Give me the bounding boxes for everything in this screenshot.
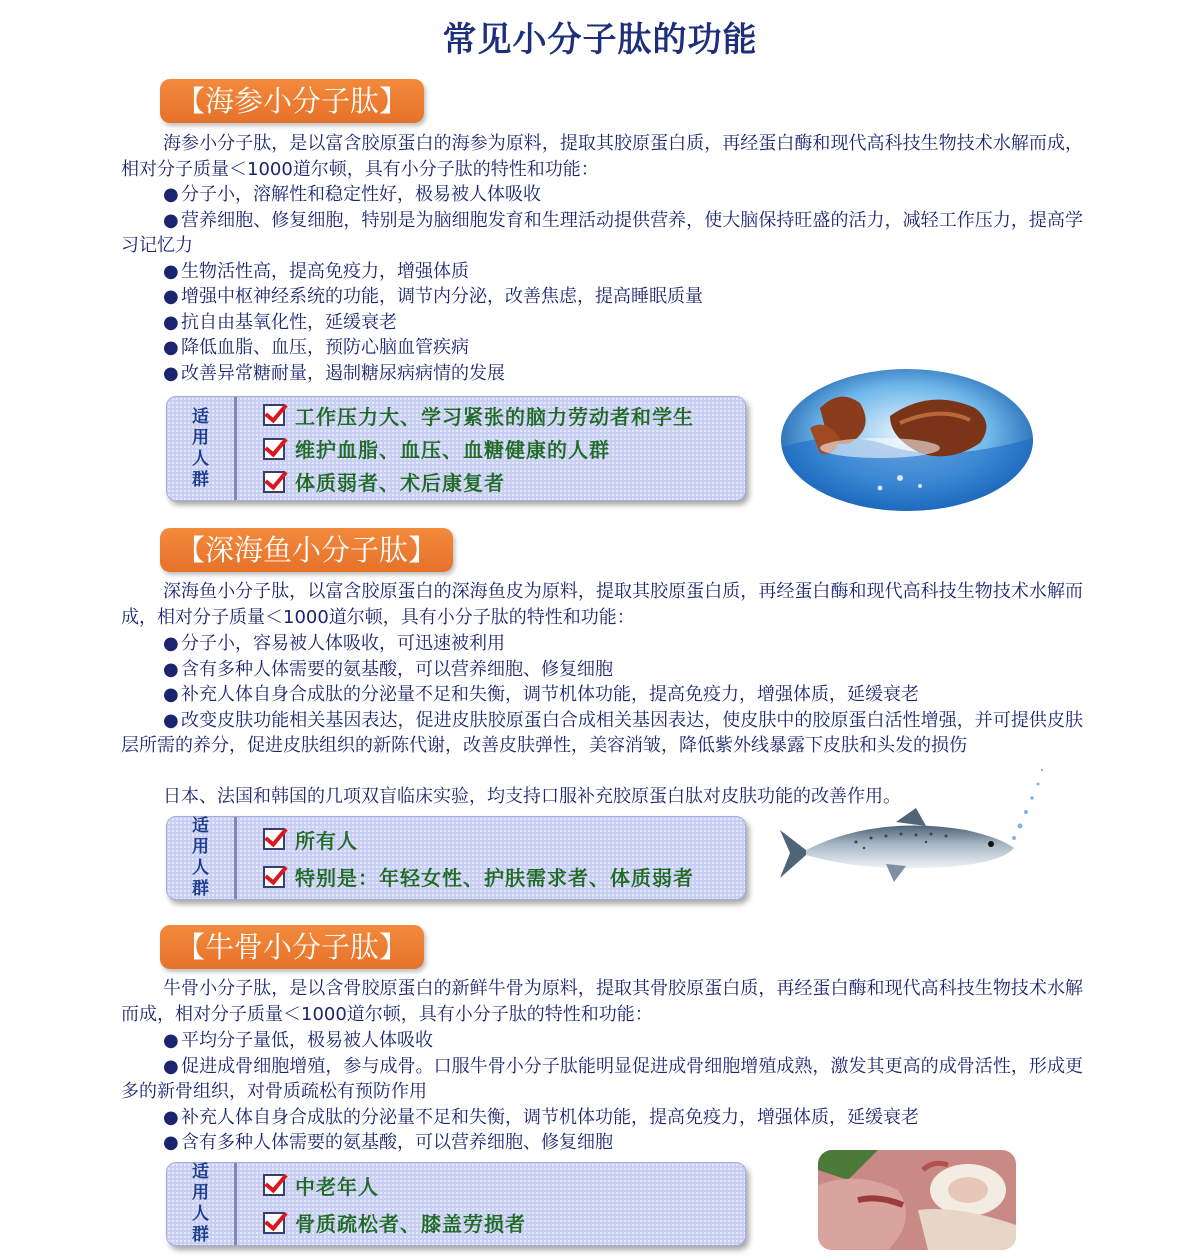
list-item: ● 补充人体自身合成肽的分泌量不足和失衡，调节机体功能，提高免疫力，增强体质，延缓衰老 — [121, 1105, 1083, 1131]
list-item: ● 补充人体自身合成肽的分泌量不足和失衡，调节机体功能，提高免疫力，增强体质，延缓衰老 — [121, 682, 1083, 708]
feature-list — [121, 631, 1083, 759]
suitable-item: 所有人 — [263, 824, 735, 854]
bullet-icon: ● — [163, 684, 179, 705]
checkbox-checked-icon — [263, 471, 285, 493]
list-item: ● 抗自由基氧化性，延缓衰老 — [121, 310, 1083, 336]
list-item: ● 含有多种人体需要的氨基酸，可以营养细胞、修复细胞 — [121, 657, 1083, 683]
checkbox-checked-icon — [263, 828, 285, 850]
suitable-item: 骨质疏松者、膝盖劳损者 — [263, 1208, 735, 1238]
section-tag-beef-bone: 【牛骨小分子肽】 — [160, 925, 424, 969]
bullet-icon: ● — [163, 260, 179, 282]
list-item: ● 平均分子量低，极易被人体吸收 — [121, 1028, 1083, 1054]
bullet-icon: ● — [163, 1030, 179, 1051]
suitable-item: 维护血脂、血压、血糖健康的人群 — [263, 434, 735, 464]
suitable-item: 中老年人 — [263, 1170, 735, 1200]
bullet-icon: ● — [163, 633, 179, 654]
bullet-icon: ● — [163, 362, 179, 384]
page-title: 常见小分子肽的功能 — [442, 20, 758, 60]
section-intro: 海参小分子肽，是以富含胶原蛋白的海参为原料，提取其胶原蛋白质，再经蛋白酶和现代高科技生物技术水解而成，相对分子质量＜1000道尔顿，具有小分子肽的特性和功能： — [121, 133, 1083, 180]
list-item: ● 改善异常糖耐量，遏制糖尿病病情的发展 — [121, 361, 1083, 387]
list-item: ● 改变皮肤功能相关基因表达，促进皮肤胶原蛋白合成相关基因表达，使皮肤中的胶原蛋白活性增强，并可提供皮肤层所需的养分，促进皮肤组织的新陈代谢，改善皮肤弹性，美容消皱，降低紫外线暴露下皮肤和头发的损伤 — [121, 709, 1083, 756]
bullet-icon: ● — [163, 1106, 179, 1128]
list-item: ● 含有多种人体需要的氨基酸，可以营养细胞、修复细胞 — [121, 1130, 1083, 1156]
suitable-people-label: 适 用 人 群 — [167, 397, 237, 500]
list-item: ● 增强中枢神经系统的功能，调节内分泌，改善焦虑，提高睡眠质量 — [121, 284, 1083, 310]
list-item: ● 营养细胞、修复细胞，特别是为脑细胞发育和生理活动提供营养，使大脑保持旺盛的活力，减轻工作压力，提高学习记忆力 — [121, 209, 1083, 256]
suitable-people-panel — [166, 396, 746, 501]
checkbox-checked-icon — [263, 1212, 285, 1234]
list-item: ● 生物活性高，提高免疫力，增强体质 — [121, 259, 1083, 285]
checkbox-checked-icon — [263, 404, 285, 426]
bullet-icon: ● — [163, 209, 179, 231]
list-item: ● 降低血脂、血压，预防心脑血管疾病 — [121, 335, 1083, 361]
feature-list — [121, 182, 1083, 386]
list-item: ● 促进成骨细胞增殖，参与成骨。口服牛骨小分子肽能明显促进成骨细胞增殖成熟，激发其更高的成骨活性，形成更多的新骨组织，对骨质疏松有预防作用 — [121, 1055, 1083, 1102]
bullet-icon: ● — [163, 286, 179, 307]
feature-list — [121, 1028, 1083, 1156]
bullet-icon: ● — [163, 1055, 179, 1077]
salmon-photo — [776, 760, 1056, 900]
section-tag-deep-sea-fish: 【深海鱼小分子肽】 — [160, 528, 453, 572]
bullet-icon: ● — [163, 1132, 179, 1153]
suitable-people-panel — [166, 1162, 746, 1246]
section-intro: 深海鱼小分子肽，以富含胶原蛋白的深海鱼皮为原料，提取其胶原蛋白质，再经蛋白酶和现代高科技生物技术水解而成，相对分子质量＜1000道尔顿，具有小分子肽的特性和功能： — [121, 581, 1083, 628]
clinical-note: 日本、法国和韩国的几项双盲临床实验，均支持口服补充胶原蛋白肽对皮肤功能的改善作用。 — [163, 786, 901, 807]
suitable-people-panel — [166, 816, 746, 900]
bullet-icon: ● — [163, 184, 179, 205]
suitable-people-label: 适 用 人 群 — [167, 817, 237, 899]
checkbox-checked-icon — [263, 438, 285, 460]
sea-cucumber-photo — [780, 368, 1034, 513]
checkbox-checked-icon — [263, 1174, 285, 1196]
suitable-item: 特别是：年轻女性、护肤需求者、体质弱者 — [263, 862, 735, 892]
bullet-icon: ● — [163, 311, 179, 333]
checkbox-checked-icon — [263, 866, 285, 888]
suitable-item: 工作压力大、学习紧张的脑力劳动者和学生 — [263, 400, 735, 430]
list-item: ● 分子小，溶解性和稳定性好，极易被人体吸收 — [121, 182, 1083, 208]
bullet-icon: ● — [163, 709, 179, 731]
beef-bone-photo — [818, 1150, 1016, 1250]
suitable-people-label: 适 用 人 群 — [167, 1163, 237, 1245]
list-item: ● 分子小，容易被人体吸收，可迅速被利用 — [121, 631, 1083, 657]
suitable-item: 体质弱者、术后康复者 — [263, 467, 735, 497]
section-intro: 牛骨小分子肽，是以含骨胶原蛋白的新鲜牛骨为原料，提取其骨胶原蛋白质，再经蛋白酶和现代高科技生物技术水解而成，相对分子质量＜1000道尔顿，具有小分子肽的特性和功能： — [121, 978, 1083, 1025]
section-tag-sea-cucumber: 【海参小分子肽】 — [160, 79, 424, 123]
bullet-icon: ● — [163, 337, 179, 358]
bullet-icon: ● — [163, 658, 179, 680]
